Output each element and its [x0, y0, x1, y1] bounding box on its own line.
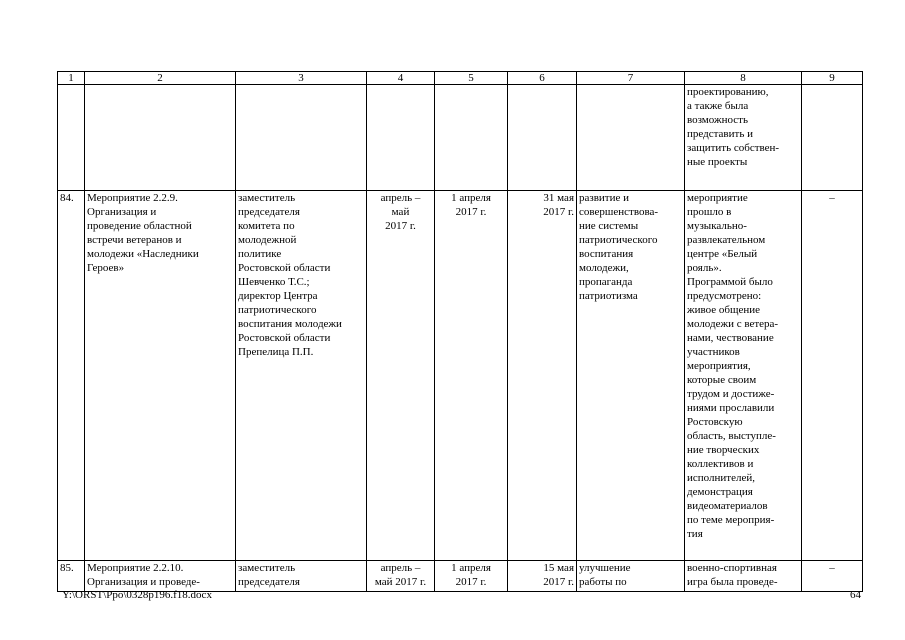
actual-result-cell — [685, 85, 802, 191]
planned-period-cell: апрель – май 2017 г. — [367, 561, 435, 592]
responsible-cell: заместитель председателя комитета по молодежной политике Ростовской области Шевченко Т.С.; директор Центра патриотического воспитания молодежи Ростовской области Препелица П.П. — [236, 191, 367, 561]
header-row — [58, 72, 863, 85]
notes-cell: – — [802, 561, 863, 592]
continuation-row — [58, 85, 863, 191]
column-header-7: 7 — [577, 72, 685, 85]
start-date-cell: 1 апреля 2017 г. — [435, 561, 508, 592]
cell — [577, 85, 685, 191]
column-header-3: 3 — [236, 72, 367, 85]
column-header-8: 8 — [685, 72, 802, 85]
event-cell: Мероприятие 2.2.9. Организация и проведение областной встречи ветеранов и молодежи «Наследники Героев» — [85, 191, 236, 561]
responsible-cell: заместитель председателя — [236, 561, 367, 592]
column-header-4: 4 — [367, 72, 435, 85]
row-number: 85. — [58, 561, 85, 592]
actual-result-cell: военно-спортивная игра была проведе- — [685, 561, 802, 592]
end-date-cell: 31 мая 2017 г. — [508, 191, 577, 561]
start-date-cell: 1 апреля 2017 г. — [435, 191, 508, 561]
table-row — [58, 561, 863, 592]
row-number: 84. — [58, 191, 85, 561]
cell — [85, 85, 236, 191]
expected-result-cell: развитие и совершенствова- ние системы патриотического воспитания молодежи, пропаганда патриотизма — [577, 191, 685, 561]
column-header-6: 6 — [508, 72, 577, 85]
cell — [236, 85, 367, 191]
column-header-2: 2 — [85, 72, 236, 85]
cell — [508, 85, 577, 191]
table-row — [58, 191, 863, 561]
report-table — [57, 71, 863, 592]
actual-result-cell: мероприятие прошло в музыкально- развлекательном центре «Белый рояль». Программой было предусмотрено: живое общение молодежи с ветера- нами, чествование участников мероприятия, которые своим трудом и достиже- ниями прославили Ростовскую область, выступле- ние творческих коллективов и исполнителей, демонстрация видеоматериалов по теме мероприя- тия — [685, 191, 802, 561]
footer-file-path: Y:\ORST\Ppo\0328p196.f18.docx — [62, 589, 212, 601]
cell — [58, 85, 85, 191]
column-header-1: 1 — [58, 72, 85, 85]
page-number: 64 — [850, 589, 861, 601]
actual-result-text: проектированию, а также была возможность представить и защитить собствен- ные проекты — [687, 86, 780, 168]
column-header-5: 5 — [435, 72, 508, 85]
expected-result-cell: улучшение работы по — [577, 561, 685, 592]
column-header-9: 9 — [802, 72, 863, 85]
notes-cell: – — [802, 191, 863, 561]
planned-period-cell: апрель – май 2017 г. — [367, 191, 435, 561]
cell — [802, 85, 863, 191]
cell — [367, 85, 435, 191]
end-date-cell: 15 мая 2017 г. — [508, 561, 577, 592]
cell — [435, 85, 508, 191]
event-cell: Мероприятие 2.2.10. Организация и проведе- — [85, 561, 236, 592]
